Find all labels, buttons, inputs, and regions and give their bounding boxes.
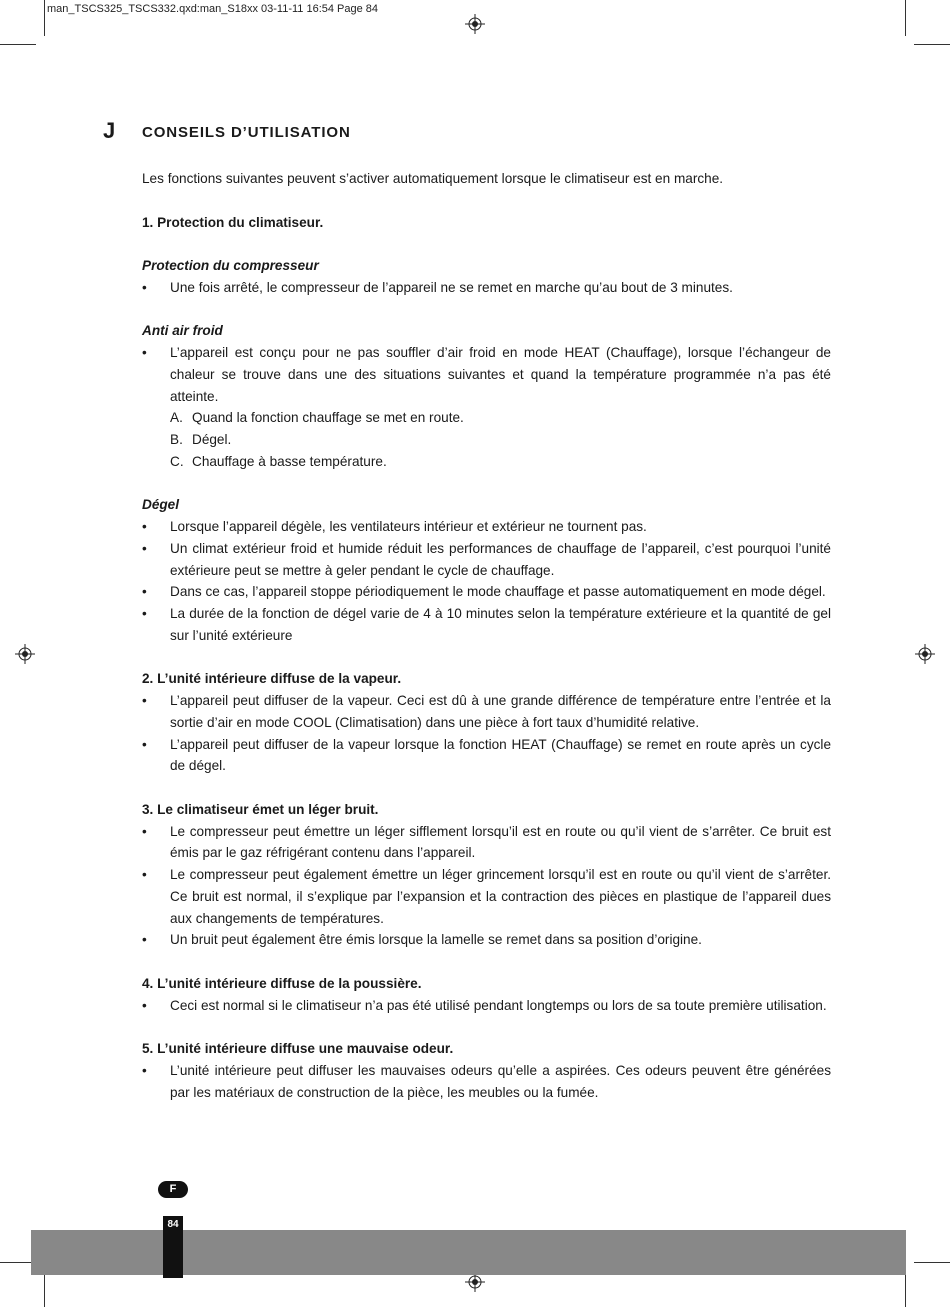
registration-mark-icon (465, 1272, 485, 1292)
list-item: • L’appareil peut diffuser de la vapeur. Ceci est dû à une grande différence de température entre l’entrée et la sortie d’air en mode COOL (Climatisation) dans une pièce à fort taux d’humidité relative. (142, 690, 831, 734)
list-item: • Ceci est normal si le climatiseur n’a pas été utilisé pendant longtemps ou lors de sa toute première utilisation. (142, 995, 831, 1017)
chapter-letter: J (103, 118, 116, 143)
section-title: 3. Le climatiseur émet un léger bruit. (142, 801, 379, 817)
sub-list-item: A. Quand la fonction chauffage se met en route. (170, 410, 464, 426)
print-slug: man_TSCS325_TSCS332.qxd:man_S18xx 03-11-11 16:54 Page 84 (47, 3, 379, 15)
crop-mark-top-left-h (0, 44, 36, 45)
bullet-icon: • (142, 279, 147, 295)
page-content (142, 168, 831, 1103)
bullet-icon: • (142, 693, 147, 708)
list-item: • La durée de la fonction de dégel varie de 4 à 10 minutes selon la température extérieure et la quantité de gel sur l’unité extérieure (142, 603, 831, 647)
bullet-icon: • (142, 519, 147, 534)
crop-mark-top-right-v (905, 0, 906, 36)
list-item: • Un climat extérieur froid et humide réduit les performances de chauffage de l’appareil, c’est pourquoi l’unité extérieure peut se mettre à geler pendant le cycle de chauffage. (142, 538, 831, 582)
list-item: • L’appareil peut diffuser de la vapeur lorsque la fonction HEAT (Chauffage) se remet en route après un cycle de dégel. (142, 734, 831, 778)
subsection-title: Dégel (142, 497, 180, 513)
section-title: 4. L’unité intérieure diffuse de la poussière. (142, 975, 422, 991)
section-title: 2. L’unité intérieure diffuse de la vapeur. (142, 671, 402, 687)
bullet-icon: • (142, 867, 147, 882)
sub-list-item: C. Chauffage à basse température. (170, 453, 387, 469)
chapter-title: CONSEILS D’UTILISATION (142, 124, 351, 141)
bullet-icon: • (142, 997, 147, 1013)
bullet-icon: • (142, 606, 147, 621)
sub-list-item: B. Dégel. (170, 432, 232, 447)
bullet-icon: • (142, 540, 147, 556)
crop-mark-bottom-right-v (905, 1272, 906, 1307)
list-item: • Dans ce cas, l’appareil stoppe périodiquement le mode chauffage et passe automatiquement en mode dégel. (142, 581, 831, 603)
bullet-icon: • (142, 736, 147, 752)
crop-mark-top-left-v (44, 0, 45, 36)
list-item: • Lorsque l’appareil dégèle, les ventilateurs intérieur et extérieur ne tournent pas. (142, 516, 831, 538)
list-item: • Un bruit peut également être émis lorsque la lamelle se remet dans sa position d’origine. (142, 929, 831, 951)
subsection-title: Anti air froid (142, 323, 223, 339)
bullet-icon: • (142, 932, 147, 948)
registration-mark-icon (465, 14, 485, 34)
list-item: • Une fois arrêté, le compresseur de l’appareil ne se remet en marche qu’au bout de 3 minutes. (142, 277, 831, 299)
crop-mark-top-right-h (914, 44, 950, 45)
registration-mark-icon (15, 644, 35, 664)
crop-mark-bottom-left-v (44, 1272, 45, 1307)
section-title: 1. Protection du climatiseur. (142, 214, 324, 230)
bullet-icon: • (142, 345, 147, 360)
registration-mark-icon (915, 644, 935, 664)
list-item: • L’unité intérieure peut diffuser les mauvaises odeurs qu’elle a aspirées. Ces odeurs peuvent être générées par les matériaux de construction de la pièce, les meubles ou la fumée. (142, 1060, 831, 1104)
bullet-icon: • (142, 1062, 147, 1078)
bullet-icon: • (142, 584, 147, 600)
subsection-title: Protection du compresseur (142, 258, 319, 273)
intro-paragraph: Les fonctions suivantes peuvent s’activer automatiquement lorsque le climatiseur est en marche. (142, 171, 724, 186)
crop-mark-bottom-right-h (914, 1262, 950, 1263)
page-number: 84 (163, 1216, 183, 1278)
list-item: • L’appareil est conçu pour ne pas souffler d’air froid en mode HEAT (Chauffage), lorsque l’échangeur de chaleur se trouve dans une des situations suivantes et quand la température programmée n’a pas été atteinte. (142, 342, 831, 407)
list-item: • Le compresseur peut émettre un léger sifflement lorsqu’il est en route ou qu’il vient de s’arrêter. Ce bruit est émis par le gaz réfrigérant contenu dans l’appareil. (142, 821, 831, 865)
bullet-icon: • (142, 823, 147, 839)
section-title: 5. L’unité intérieure diffuse une mauvaise odeur. (142, 1041, 454, 1056)
list-item: • Le compresseur peut également émettre un léger grincement lorsqu’il est en route ou qu’il vient de s’arrêter. Ce bruit est normal, il s’explique par l’expansion et la contraction des pièces en plastique de l’appareil dues aux changements de températures. (142, 864, 831, 929)
language-badge: F (158, 1181, 188, 1198)
